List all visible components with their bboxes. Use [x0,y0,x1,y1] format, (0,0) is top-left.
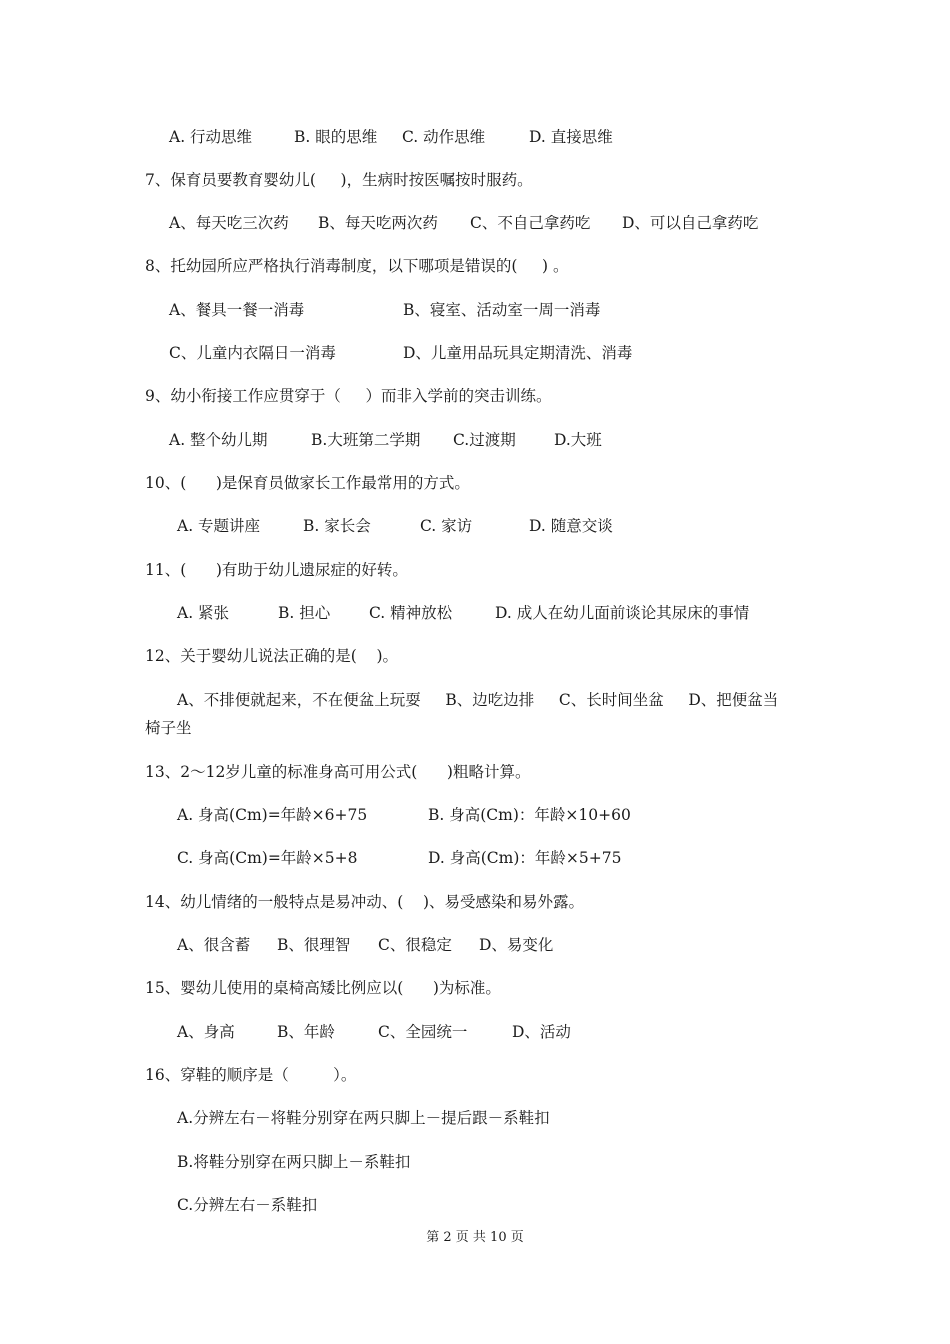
q14-option-a: A、很含蓄 [177,936,251,954]
q7-option-b: B、每天吃两次药 [318,214,438,232]
q9-text: 9、幼小衔接工作应贯穿于（ ）而非入学前的突击训练。 [145,387,552,405]
q9-option-a: A. 整个幼儿期 [169,431,268,449]
q16-text: 16、穿鞋的顺序是（ ）。 [145,1066,357,1084]
q9-option-c: C.过渡期 [453,431,516,449]
q14-option-c: C、很稳定 [378,936,452,954]
q11-option-d: D. 成人在幼儿面前谈论其尿床的事情 [495,604,750,622]
q16-option-c: C.分辨左右－系鞋扣 [177,1196,318,1214]
q15-text: 15、婴幼儿使用的桌椅高矮比例应以( )为标准。 [145,979,501,997]
q8-option-d: D、儿童用品玩具定期清洗、消毒 [403,344,633,362]
q10-option-a: A. 专题讲座 [177,517,261,535]
q13-option-d: D. 身高(Cm)：年龄×5+75 [428,849,622,867]
q13-text: 13、2～12岁儿童的标准身高可用公式( )粗略计算。 [145,763,531,781]
q13-option-b: B. 身高(Cm)：年龄×10+60 [428,806,631,824]
q9-option-b: B.大班第二学期 [311,431,421,449]
q8-text: 8、托幼园所应严格执行消毒制度，以下哪项是错误的( ) 。 [145,257,569,275]
q7-text: 7、保育员要教育婴幼儿( )，生病时按医嘱按时服药。 [145,171,533,189]
q14-option-d: D、易变化 [479,936,554,954]
q8-option-a: A、餐具一餐一消毒 [169,301,305,319]
q6-option-a: A. 行动思维 [169,128,253,146]
q12-options-line2: 椅子坐 [145,719,192,737]
page-number-footer: 第 2 页 共 10 页 [426,1230,524,1245]
q12-text: 12、关于婴幼儿说法正确的是( )。 [145,647,399,665]
q7-option-d: D、可以自己拿药吃 [622,214,759,232]
q11-text: 11、( )有助于幼儿遗尿症的好转。 [145,561,408,579]
q11-option-a: A. 紧张 [177,604,230,622]
q15-option-a: A、身高 [177,1023,235,1041]
q6-option-c: C. 动作思维 [402,128,486,146]
q7-option-a: A、每天吃三次药 [169,214,289,232]
q8-option-b: B、寝室、活动室一周一消毒 [403,301,601,319]
q16-option-a: A.分辨左右－将鞋分别穿在两只脚上－提后跟－系鞋扣 [177,1109,550,1127]
q12-options-line1: A、不排便就起来，不在便盆上玩耍 B、边吃边排 C、长时间坐盆 D、把便盆当 [177,691,779,709]
q14-option-b: B、很理智 [277,936,351,954]
q8-option-c: C、儿童内衣隔日一消毒 [169,344,336,362]
q15-option-b: B、年龄 [277,1023,335,1041]
q7-option-c: C、不自己拿药吃 [470,214,591,232]
q15-option-d: D、活动 [512,1023,571,1041]
q11-option-c: C. 精神放松 [369,604,453,622]
q6-option-b: B. 眼的思维 [294,128,378,146]
q16-option-b: B.将鞋分别穿在两只脚上－系鞋扣 [177,1153,411,1171]
q6-option-d: D. 直接思维 [529,128,613,146]
q10-option-d: D. 随意交谈 [529,517,613,535]
q10-option-b: B. 家长会 [303,517,371,535]
q9-option-d: D.大班 [554,431,602,449]
q10-option-c: C. 家访 [420,517,473,535]
q15-option-c: C、全园统一 [378,1023,468,1041]
q11-option-b: B. 担心 [278,604,331,622]
q10-text: 10、( )是保育员做家长工作最常用的方式。 [145,474,470,492]
q14-text: 14、幼儿情绪的一般特点是易冲动、( )、易受感染和易外露。 [145,893,585,911]
q13-option-c: C. 身高(Cm)=年龄×5+8 [177,849,358,867]
q13-option-a: A. 身高(Cm)=年龄×6+75 [177,806,368,824]
